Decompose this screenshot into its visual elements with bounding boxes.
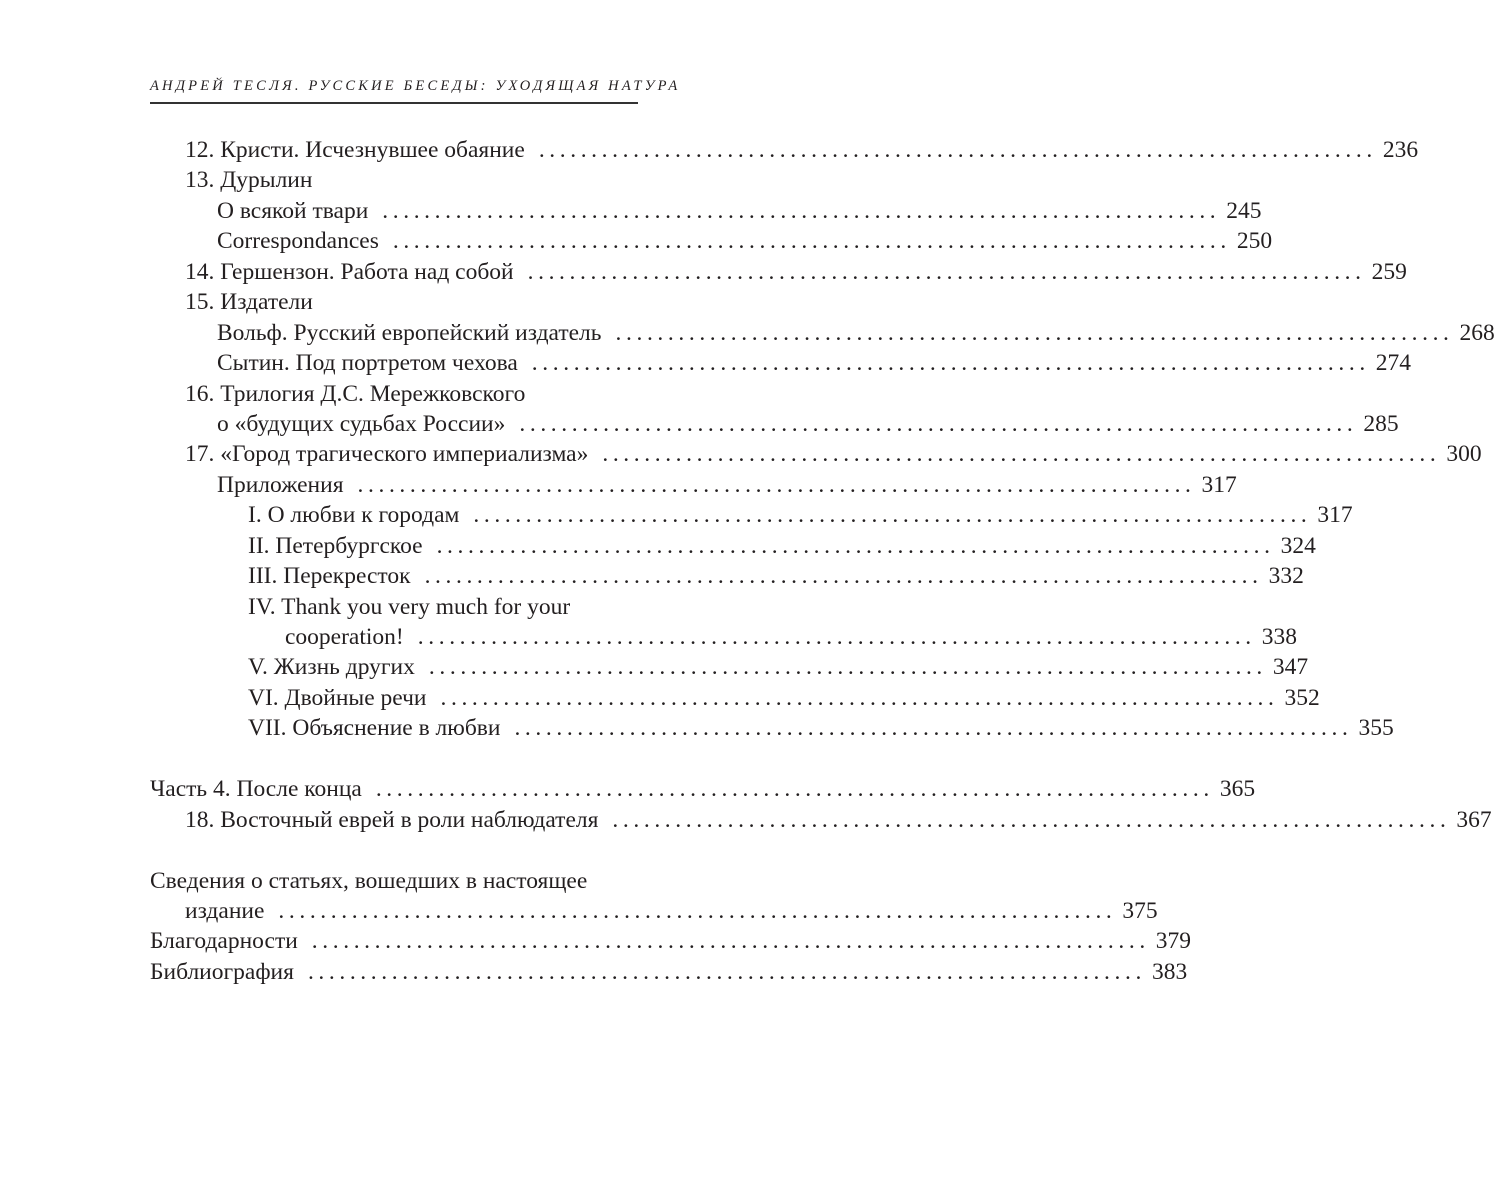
dot-leader: ................................................................................ (382, 197, 1221, 224)
toc-entry[interactable] (150, 713, 1394, 743)
dot-leader: ................................................................................ (375, 776, 1214, 803)
toc-entry-title: cooperation! (285, 624, 404, 650)
toc-entry[interactable] (150, 896, 1158, 926)
toc-entry-title: Часть 4. После конца (150, 776, 362, 803)
toc-entry[interactable] (150, 287, 722, 317)
dot-leader: ................................................................................ (527, 258, 1366, 285)
toc-entry-page: 285 (1363, 410, 1399, 437)
dot-leader: ................................................................................ (514, 715, 1353, 742)
toc-entry-page: 268 (1459, 319, 1495, 346)
toc-entry[interactable] (150, 348, 1412, 378)
toc-entry[interactable] (150, 470, 1237, 500)
toc-entry[interactable] (150, 135, 1419, 165)
toc-entry[interactable] (150, 652, 1309, 682)
dot-leader: ................................................................................ (417, 624, 1256, 650)
toc-entry-page: 338 (1261, 624, 1298, 650)
toc-entry-title: III. Перекресток (248, 563, 411, 590)
toc-entry-title: издание (185, 897, 265, 924)
toc-entry-title: 14. Гершензон. Работа над собой (185, 258, 514, 285)
toc-entry-title: IV. Thank you very much for your (248, 593, 571, 620)
toc-entry-page: 317 (1201, 471, 1237, 498)
toc-entry[interactable] (150, 683, 1320, 713)
dot-leader: ................................................................................ (392, 228, 1231, 255)
toc-entry-title: 12. Кристи. Исчезнувшее обаяние (185, 137, 525, 163)
toc-entry-title: V. Жизнь других (248, 654, 415, 681)
toc-entry-title: Сытин. Под портретом чехова (217, 350, 518, 377)
toc-entry[interactable] (150, 379, 722, 409)
toc-entry-page: 332 (1268, 563, 1304, 590)
toc-entry[interactable] (150, 500, 1353, 530)
toc-entry-title: VI. Двойные речи (248, 684, 427, 711)
toc-entry-title: Correspondances (217, 228, 379, 255)
toc-entry-title: Вольф. Русский европейский издатель (217, 319, 602, 346)
toc-entry-title: II. Петербургское (248, 532, 423, 559)
dot-leader: ................................................................................ (424, 563, 1263, 590)
toc-entry[interactable] (150, 409, 1399, 439)
toc-entry-title: 15. Издатели (185, 289, 313, 316)
toc-entry-title: о «будущих судьбах России» (217, 410, 506, 437)
toc-entry-title: Приложения (217, 471, 344, 498)
toc-entry-page: 324 (1280, 532, 1316, 559)
dot-leader: ................................................................................ (519, 410, 1358, 437)
toc-entry-title: I. О любви к городам (248, 502, 460, 529)
toc-entry-page: 250 (1236, 228, 1273, 255)
toc-entry[interactable] (150, 866, 722, 896)
toc-entry-title: Сведения о статьях, вошедших в настоящее (150, 867, 588, 894)
toc-entry-title: О всякой твари (217, 197, 369, 224)
dot-leader: ................................................................................ (311, 928, 1150, 955)
toc-entry-title: 18. Восточный еврей в роли наблюдателя (185, 806, 599, 833)
toc-entry-page: 367 (1456, 806, 1492, 833)
toc-entry[interactable] (150, 318, 1495, 348)
dot-leader: ................................................................................ (278, 897, 1117, 924)
dot-leader: ................................................................................ (602, 441, 1441, 468)
header-rule (150, 102, 638, 104)
dot-leader: ................................................................................ (436, 532, 1275, 559)
dot-leader: ................................................................................ (538, 137, 1377, 163)
toc-entry[interactable] (150, 165, 722, 195)
toc-entry[interactable] (150, 592, 722, 622)
toc-entry-title: Библиография (150, 958, 294, 985)
dot-leader: ................................................................................ (440, 684, 1279, 711)
toc-entry[interactable] (150, 257, 1407, 287)
dot-leader: ................................................................................ (612, 806, 1451, 833)
toc-entry[interactable] (150, 805, 1492, 835)
toc-entry-page: 379 (1155, 928, 1192, 955)
toc-entry-title: 17. «Город трагического империализма» (185, 441, 589, 468)
toc-entry-page: 245 (1226, 197, 1262, 224)
toc-entry-page: 355 (1358, 715, 1394, 742)
toc-entry-title: 16. Трилогия Д.С. Мережковского (185, 380, 526, 407)
toc-entry-page: 259 (1371, 258, 1407, 285)
toc-entry-page: 352 (1284, 684, 1320, 711)
toc-entry[interactable] (150, 774, 1256, 804)
table-of-contents (150, 135, 1495, 987)
toc-entry-page: 236 (1382, 137, 1419, 163)
toc-entry-page: 317 (1317, 502, 1353, 529)
toc-entry-page: 365 (1219, 776, 1256, 803)
dot-leader: ................................................................................ (307, 958, 1146, 985)
toc-entry-page: 383 (1151, 958, 1188, 985)
dot-leader: ................................................................................ (531, 350, 1370, 377)
toc-entry[interactable] (150, 531, 1316, 561)
toc-entry-page: 300 (1446, 441, 1482, 468)
toc-entry[interactable] (150, 561, 1304, 591)
toc-entry[interactable] (150, 439, 1482, 469)
toc-entry[interactable] (150, 226, 1273, 256)
running-header: АНДРЕЙ ТЕСЛЯ. РУССКИЕ БЕСЕДЫ: УХОДЯЩАЯ НАТУРА (150, 78, 681, 94)
toc-entry-page: 274 (1375, 350, 1412, 377)
dot-leader: ................................................................................ (473, 502, 1312, 529)
toc-entry-title: 13. Дурылин (185, 167, 313, 194)
toc-entry[interactable] (150, 196, 1262, 226)
toc-entry-title: VII. Объяснение в любви (248, 715, 501, 742)
toc-entry-page: 347 (1272, 654, 1309, 681)
toc-entry-title: Благодарности (150, 928, 298, 955)
toc-entry[interactable] (150, 957, 1188, 987)
toc-entry[interactable] (150, 926, 1192, 956)
dot-leader: ................................................................................ (428, 654, 1267, 681)
toc-entry-page: 375 (1122, 897, 1158, 924)
toc-entry[interactable] (150, 622, 1298, 652)
dot-leader: ................................................................................ (615, 319, 1454, 346)
dot-leader: ................................................................................ (357, 471, 1196, 498)
